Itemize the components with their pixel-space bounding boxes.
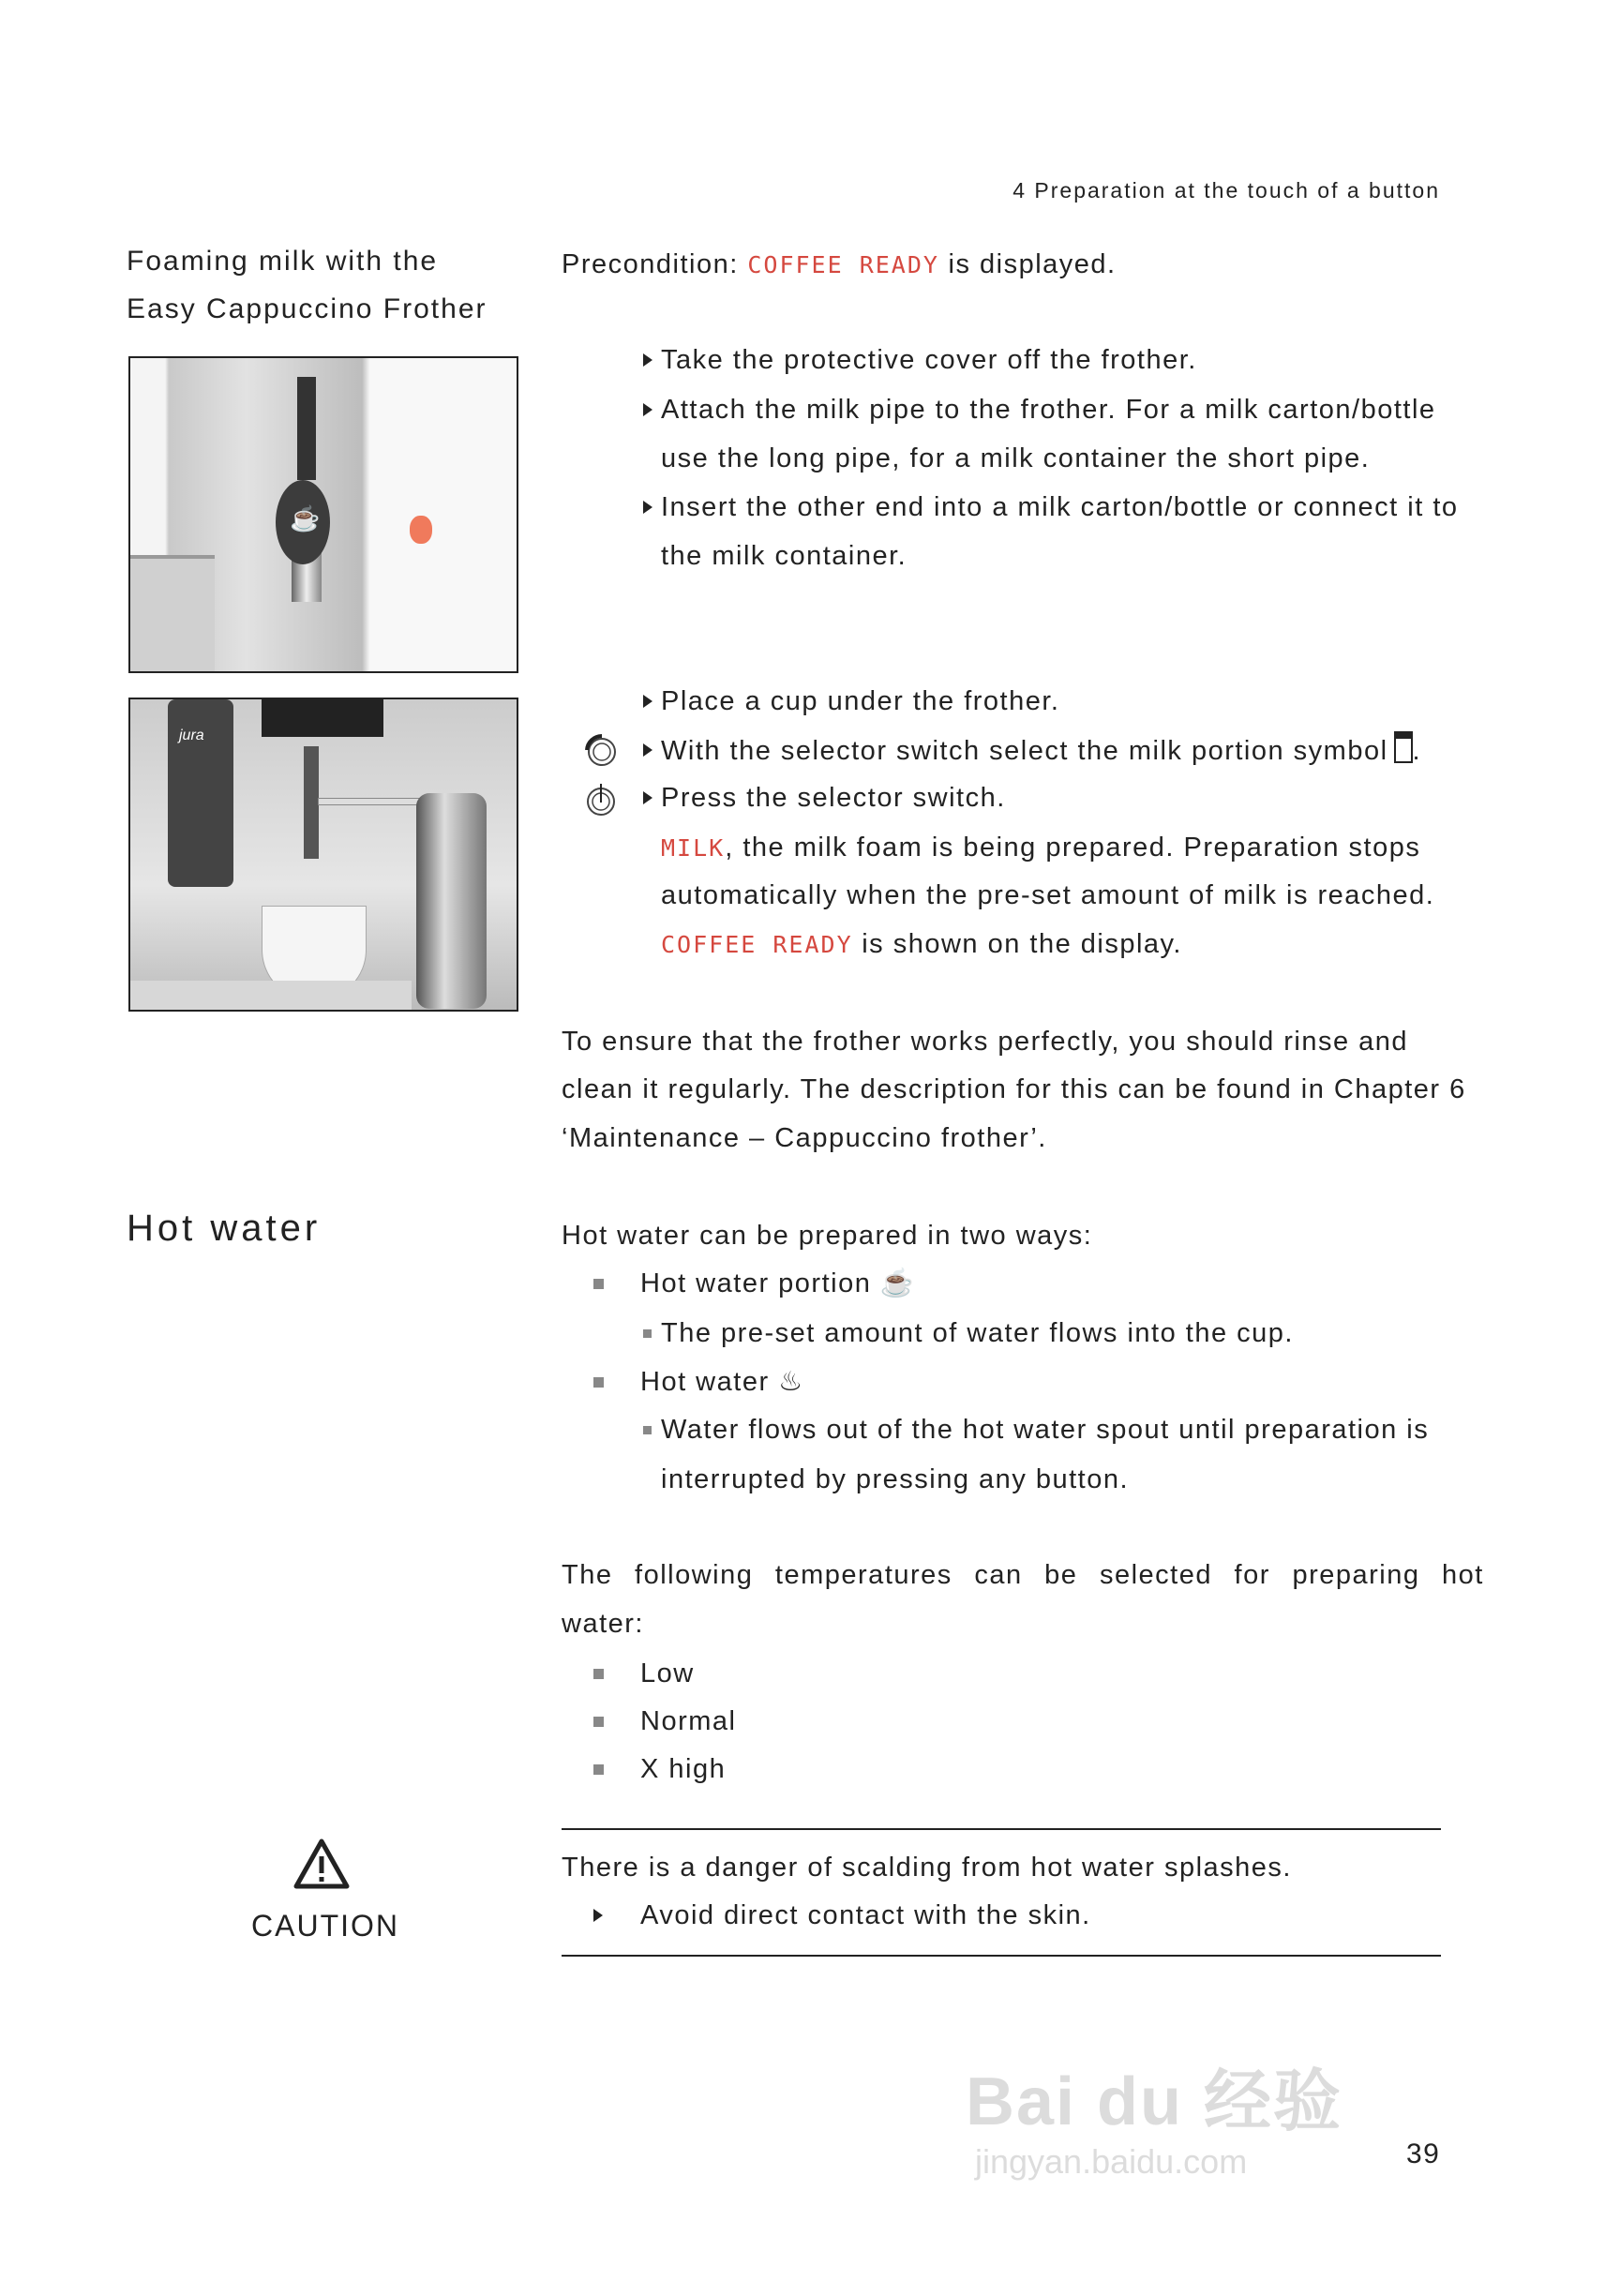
machine-illustration <box>128 698 518 1012</box>
step-arrow-icon <box>643 403 652 416</box>
note-text: ‘Maintenance – Cappuccino frother’. <box>562 1123 1047 1153</box>
bullet-square-icon <box>643 1426 652 1434</box>
bullet-square-icon <box>643 1329 652 1338</box>
divider <box>562 1828 1441 1830</box>
temp-intro: The following temperatures can be selected for preparing hot <box>562 1560 1484 1590</box>
press-selector-icon <box>583 782 619 818</box>
note-text: To ensure that the frother works perfectly, you should rinse and <box>562 1027 1409 1057</box>
milk-portion-icon <box>1394 731 1413 763</box>
step-text: use the long pipe, for a milk container the short pipe. <box>661 443 1371 473</box>
display-text: MILK <box>661 834 726 862</box>
precondition-label: Precondition: <box>562 249 739 279</box>
result-text <box>661 829 1420 867</box>
hot-water-portion-icon: ☕ <box>879 1268 916 1298</box>
note-text: clean it regularly. The description for this can be found in Chapter 6 <box>562 1074 1466 1104</box>
step-text: Press the selector switch. <box>661 783 1006 813</box>
frother-illustration <box>128 356 518 673</box>
bullet-square-icon <box>593 1669 604 1679</box>
step-text-label: With the selector switch select the milk portion symbol <box>661 736 1388 766</box>
page-number: 39 <box>1406 2138 1441 2169</box>
temp-option: Low <box>640 1658 695 1688</box>
cup-icon: ☕ <box>290 504 321 533</box>
precondition-suffix: is displayed. <box>948 249 1117 279</box>
protective-cover <box>410 516 432 544</box>
option-desc: The pre-set amount of water flows into the cup. <box>661 1318 1294 1348</box>
option-text <box>640 1265 916 1302</box>
watermark-url: jingyan.baidu.com <box>975 2142 1248 2181</box>
option-desc: interrupted by pressing any button. <box>661 1464 1130 1494</box>
watermark-brand: Bai du 经验 <box>966 2064 1343 2139</box>
option-label: Hot water <box>640 1367 770 1397</box>
warning-icon <box>292 1838 351 1890</box>
bullet-square-icon <box>593 1764 604 1775</box>
jura-logo: jura <box>179 728 204 743</box>
step-arrow-icon <box>643 501 652 514</box>
bullet-square-icon <box>593 1377 604 1388</box>
option-desc: Water flows out of the hot water spout until preparation is <box>661 1415 1430 1445</box>
step-arrow-icon <box>643 743 652 757</box>
display-text: COFFEE READY <box>661 931 853 958</box>
step-text: With the selector switch select the milk portion symbol . <box>661 731 1421 770</box>
step-arrow-icon <box>643 353 652 367</box>
temp-option: Normal <box>640 1706 737 1736</box>
result-line: , the milk foam is being prepared. Preparation stops <box>725 833 1421 863</box>
step-arrow-icon <box>643 695 652 708</box>
result-text <box>661 925 1182 964</box>
caution-text: There is a danger of scalding from hot water splashes. <box>562 1853 1292 1883</box>
section-heading: Foaming milk with the <box>127 246 439 277</box>
bullet-square-icon <box>593 1279 604 1289</box>
hot-water-icon: ♨ <box>778 1367 804 1397</box>
step-text: Take the protective cover off the frother. <box>661 345 1197 375</box>
result-line: is shown on the display. <box>862 929 1182 959</box>
step-arrow-icon <box>593 1909 603 1922</box>
temp-option: X high <box>640 1754 727 1784</box>
caution-label: CAUTION <box>251 1909 399 1943</box>
watermark <box>966 2063 1342 2183</box>
section-heading: Hot water <box>127 1208 322 1249</box>
step-text: Insert the other end into a milk carton/bottle or connect it to <box>661 492 1459 522</box>
intro-text: Hot water can be prepared in two ways: <box>562 1221 1093 1251</box>
divider <box>562 1955 1441 1957</box>
display-text: COFFEE READY <box>747 251 939 278</box>
step-arrow-icon <box>643 791 652 804</box>
step-text: Attach the milk pipe to the frother. For a milk carton/bottle <box>661 395 1436 425</box>
bullet-square-icon <box>593 1717 604 1727</box>
step-text: Place a cup under the frother. <box>661 686 1060 716</box>
step-text: the milk container. <box>661 541 908 571</box>
result-text: automatically when the pre-set amount of milk is reached. <box>661 880 1435 910</box>
precondition <box>562 246 1117 284</box>
section-heading: Easy Cappuccino Frother <box>127 293 488 324</box>
option-text <box>640 1363 804 1401</box>
option-label: Hot water portion <box>640 1268 872 1298</box>
temp-intro: water: <box>562 1609 644 1639</box>
rotate-selector-icon <box>583 733 619 769</box>
chapter-header: 4 Preparation at the touch of a button <box>1012 178 1440 203</box>
caution-action: Avoid direct contact with the skin. <box>640 1900 1091 1930</box>
